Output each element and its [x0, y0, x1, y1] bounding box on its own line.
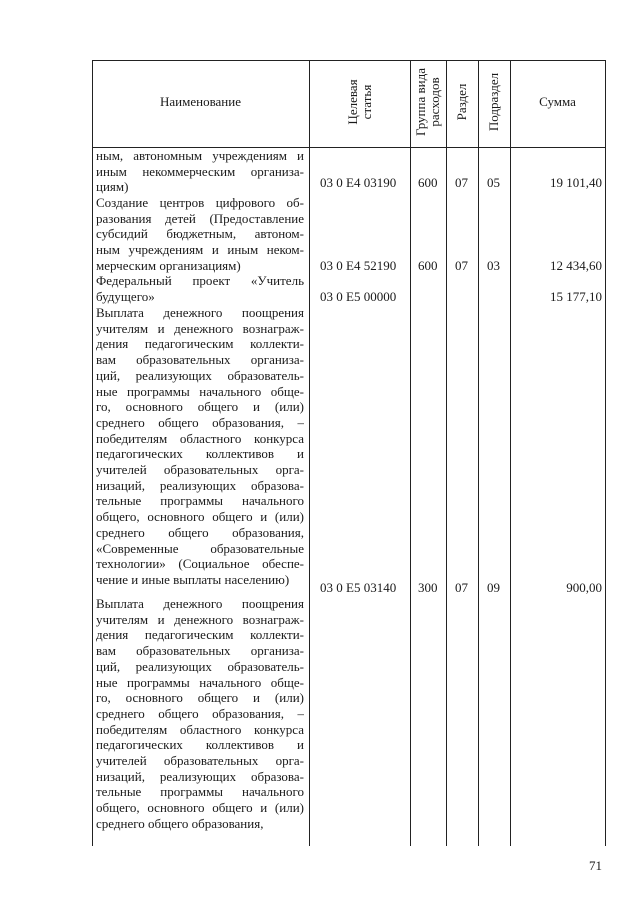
row-2-subsection: 03: [487, 258, 500, 273]
header-target-article: [346, 79, 374, 124]
name-line: Создание центров цифрового об-: [96, 195, 304, 210]
name-line: общего, основного общего и (или): [96, 509, 304, 525]
name-line: иным некоммерческим организа-: [96, 163, 304, 179]
name-line: низаций, реализующих образова-: [96, 768, 304, 784]
name-line: ций, реализующих образователь-: [96, 658, 304, 674]
name-line: циям): [96, 179, 129, 195]
header-subsection: Подраздел: [486, 72, 501, 132]
row-2-group: 600: [418, 258, 438, 273]
row-2-name: [96, 195, 304, 274]
row-3-code: 03 0 E5 00000: [320, 289, 397, 304]
row-1-code: 03 0 E4 03190: [320, 175, 397, 190]
col-border-0: [92, 60, 93, 846]
header-expense-group: [414, 68, 442, 136]
name-line: учителям и денежного вознаграж-: [96, 320, 304, 336]
name-line: мерческим организациям): [96, 257, 241, 273]
header-group-line-1: Группа вида: [413, 68, 428, 136]
name-line: Выплата денежного поощрения: [96, 596, 304, 611]
name-line: учителей образовательных орга-: [96, 753, 304, 769]
row-2-section: 07: [455, 258, 468, 273]
name-line: вам образовательных организа-: [96, 352, 304, 368]
name-line: технологии» (Социальное обеспе-: [96, 556, 304, 572]
name-line: ным учреждениям и иным неком-: [96, 242, 304, 258]
name-line: тельные программы начального: [96, 784, 304, 800]
col-border-2: [410, 60, 411, 846]
table-top-border: [92, 60, 605, 61]
name-line: тельные программы начального: [96, 493, 304, 509]
header-sum: Сумма: [539, 94, 576, 109]
row-3-name: [96, 273, 304, 304]
row-4-code: 03 0 E5 03140: [320, 580, 397, 595]
name-line: общего, основного общего и (или): [96, 800, 304, 816]
row-1-sum: 19 101,40: [550, 175, 602, 190]
name-line: го, основного общего и (или): [96, 399, 304, 415]
name-line: будущего»: [96, 288, 155, 304]
row-4-sum: 900,00: [566, 580, 602, 595]
name-line: дения педагогическим коллекти-: [96, 336, 304, 352]
row-5-name: [96, 596, 304, 832]
header-name: Наименование: [160, 94, 241, 109]
name-line: педагогических коллективов и: [96, 737, 304, 753]
name-line: ций, реализующих образователь-: [96, 367, 304, 383]
name-line: среднего общего образования, –: [96, 705, 304, 721]
name-line: педагогических коллективов и: [96, 446, 304, 462]
row-4-subsection: 09: [487, 580, 500, 595]
name-line: ным, автономным учреждениям и: [96, 148, 304, 163]
name-line: субсидий бюджетным, автоном-: [96, 226, 304, 242]
name-line: учителей образовательных орга-: [96, 462, 304, 478]
name-line: низаций, реализующих образова-: [96, 477, 304, 493]
name-line: «Современные образовательные: [96, 540, 304, 556]
name-line: среднего общего образования,: [96, 815, 264, 831]
row-2-sum: 12 434,60: [550, 258, 602, 273]
row-4-group: 300: [418, 580, 438, 595]
row-4-name: [96, 305, 304, 588]
col-border-4: [478, 60, 479, 846]
col-border-5: [510, 60, 511, 846]
col-border-1: [309, 60, 310, 846]
name-line: среднего общего образования, –: [96, 414, 304, 430]
name-line: победителям областного конкурса: [96, 721, 304, 737]
col-border-6: [605, 60, 606, 846]
name-line: Федеральный проект «Учитель: [96, 273, 304, 288]
name-line: учителям и денежного вознаграж-: [96, 611, 304, 627]
header-section: Раздел: [454, 83, 469, 121]
name-line: среднего общего образования,: [96, 524, 304, 540]
row-1-subsection: 05: [487, 175, 500, 190]
name-line: чение и иные выплаты населению): [96, 571, 290, 587]
name-line: разования детей (Предоставление: [96, 210, 304, 226]
row-1-name: [96, 148, 304, 195]
row-4-section: 07: [455, 580, 468, 595]
col-border-3: [446, 60, 447, 846]
name-line: ные программы начального обще-: [96, 674, 304, 690]
name-line: дения педагогическим коллекти-: [96, 627, 304, 643]
name-line: го, основного общего и (или): [96, 690, 304, 706]
row-1-section: 07: [455, 175, 468, 190]
name-line: Выплата денежного поощрения: [96, 305, 304, 320]
header-target-line-1: Целевая: [345, 79, 360, 125]
row-2-code: 03 0 E4 52190: [320, 258, 397, 273]
row-1-group: 600: [418, 175, 438, 190]
page-number: 71: [589, 858, 602, 873]
name-line: вам образовательных организа-: [96, 643, 304, 659]
name-line: ные программы начального обще-: [96, 383, 304, 399]
header-target-line-2: статья: [359, 84, 374, 120]
header-group-line-2: расходов: [427, 77, 442, 127]
row-3-sum: 15 177,10: [550, 289, 602, 304]
name-line: победителям областного конкурса: [96, 430, 304, 446]
